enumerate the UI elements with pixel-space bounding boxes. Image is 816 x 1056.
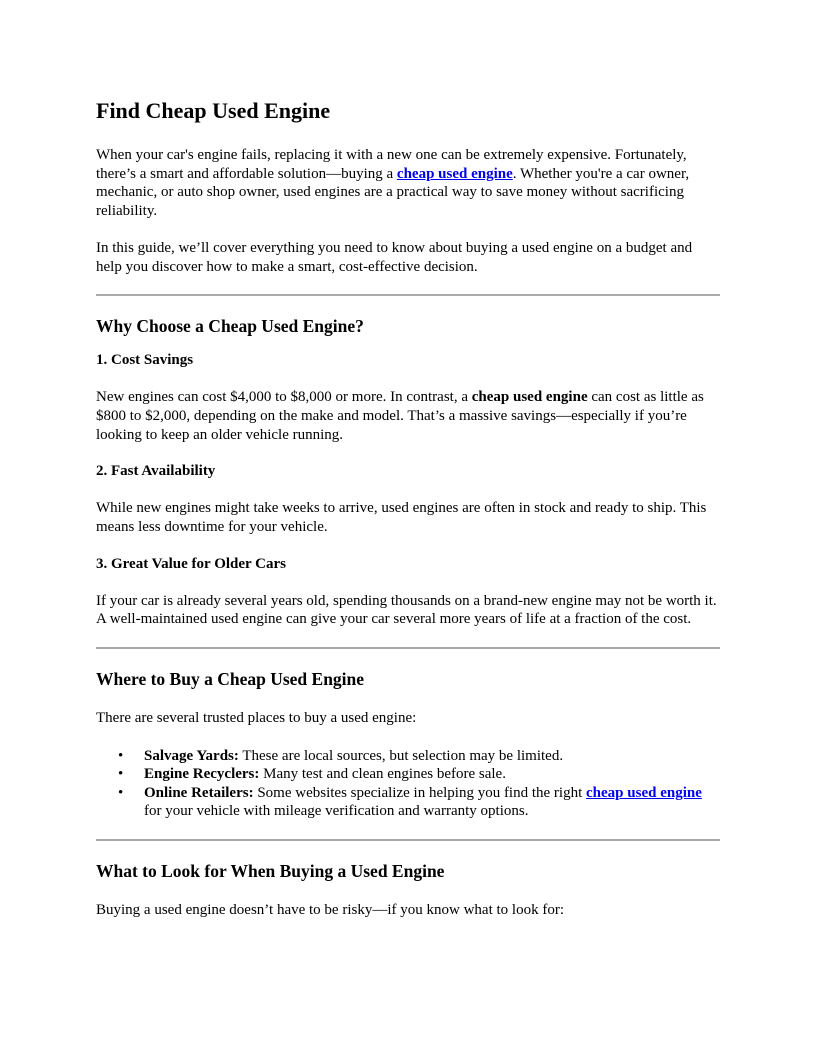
bullet-icon: • (118, 766, 124, 783)
what-intro-paragraph: Buying a used engine doesn’t have to be risky—if you know what to look for: (96, 901, 564, 918)
list-item (96, 784, 720, 821)
cost-savings-text-end: can cost as little as $800 to $2,000, depending on the make and model. That’s a massive savings—especially if you’re looking to keep an older vehicle running. (96, 389, 704, 443)
list-item-text: These are local sources, but selection may be limited. (238, 747, 564, 764)
cost-savings-text-start: New engines can cost $4,000 to $8,000 or more. In contrast, a (96, 389, 472, 406)
bullet-icon: • (118, 784, 124, 801)
cost-savings-paragraph (96, 388, 720, 444)
cheap-used-engine-link[interactable]: cheap used engine (586, 784, 702, 801)
cheap-used-engine-link[interactable]: cheap used engine (396, 165, 513, 182)
list-item-label: Salvage Yards: (144, 747, 239, 764)
where-section-heading: Where to Buy a Cheap Used Engine (96, 669, 365, 690)
fast-availability-heading: 2. Fast Availability (96, 463, 216, 480)
great-value-heading: 3. Great Value for Older Cars (96, 555, 286, 572)
list-item-text: Many test and clean engines before sale. (259, 766, 506, 783)
intro-text-start: When your car's engine fails, replacing it with a new one can be extremely expensive. Fortunately, there’s a smart and affordable solution—buying a (96, 147, 687, 182)
what-section-heading: What to Look for When Buying a Used Engine (96, 860, 445, 881)
list-item (96, 765, 720, 784)
list-item-label: Online Retailers: (144, 784, 254, 801)
cost-savings-heading: 1. Cost Savings (96, 352, 194, 369)
document-page (96, 97, 720, 920)
intro-text-end: . Whether you're a car owner, mechanic, or auto shop owner, used engines are a practical way to save money without sacrificing reliability. (96, 165, 690, 220)
fast-availability-paragraph: While new engines might take weeks to arrive, used engines are often in stock and ready to ship. This means less downtime for your vehicle. (96, 500, 707, 536)
where-list (96, 747, 720, 821)
why-section-heading: Why Choose a Cheap Used Engine? (96, 316, 364, 337)
list-item-text: Some websites specialize in helping you find the right (253, 784, 587, 801)
list-item-label: Engine Recyclers: (144, 766, 260, 783)
intro-paragraph-2: In this guide, we’ll cover everything you need to know about buying a used engine on a budget and help you discover how to make a smart, cost-effective decision. (96, 239, 693, 275)
page-title: Find Cheap Used Engine (96, 98, 331, 123)
list-item (96, 747, 720, 766)
where-intro-paragraph: There are several trusted places to buy a used engine: (96, 710, 417, 727)
cost-savings-bold: cheap used engine (471, 389, 588, 406)
intro-paragraph-1 (96, 146, 720, 221)
bullet-icon: • (118, 747, 124, 764)
list-item-text: for your vehicle with mileage verification and warranty options. (144, 803, 529, 820)
great-value-paragraph: If your car is already several years old, spending thousands on a brand-new engine may not be worth it. A well-maintained used engine can give your car several more years of life at a fraction of the cost. (96, 592, 717, 628)
